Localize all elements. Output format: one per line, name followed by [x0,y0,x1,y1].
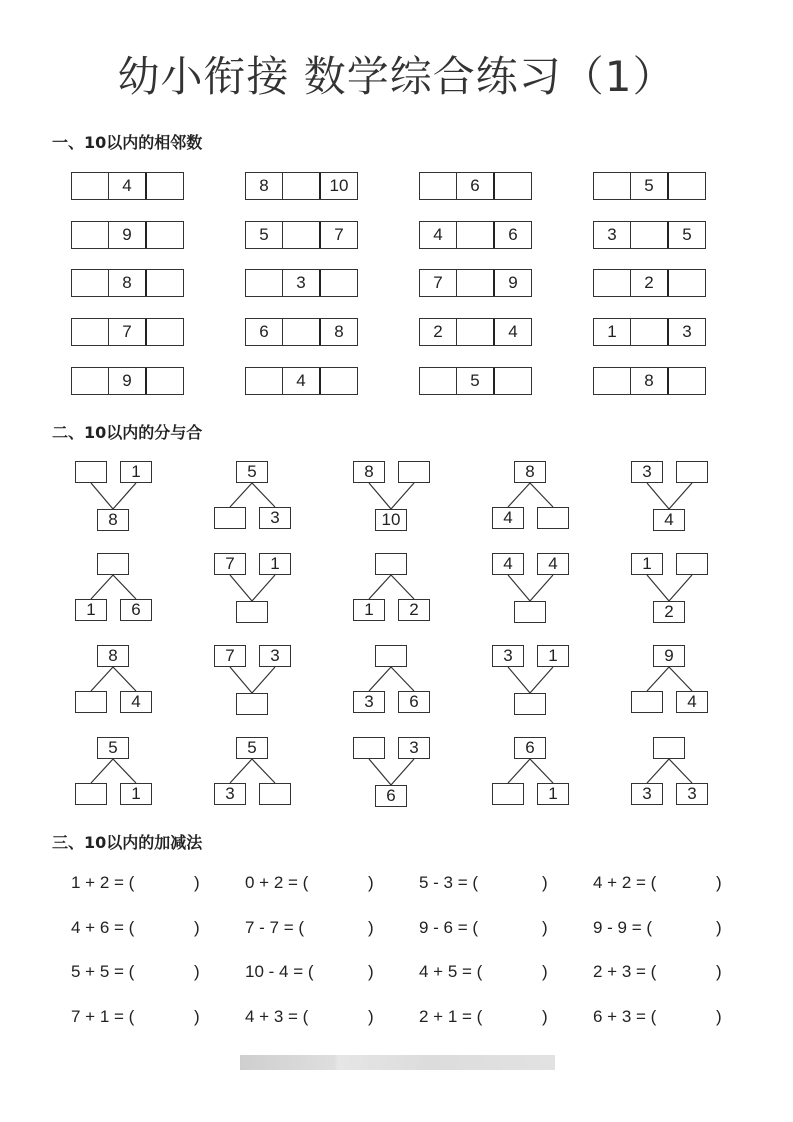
equation [419,1007,482,1027]
given-number: 1 [120,783,152,805]
answer-blank[interactable] [499,873,540,893]
given-number: 3 [214,783,246,805]
answer-blank[interactable] [456,319,493,345]
given-number: 1 [353,599,385,621]
equation [245,1007,308,1027]
split-tree [492,461,572,533]
close-paren: ) [368,1007,374,1026]
answer-blank[interactable] [282,173,319,199]
answer-blank[interactable] [493,368,531,394]
given-number: 8 [97,645,129,667]
answer-blank[interactable] [151,873,192,893]
given-number: 1 [537,645,569,667]
equation [245,918,304,938]
answer-blank[interactable] [492,783,524,805]
combine-tree [75,461,155,533]
equation [419,918,478,938]
section-heading-neighbors: 一、10以内的相邻数 [52,133,203,152]
given-number: 3 [492,645,524,667]
close-paren: ) [194,1007,200,1026]
neighbor-box [593,318,706,346]
given-number: 6 [259,322,269,341]
equation-expression: 4 + 3 = ( [245,1007,309,1026]
equation-expression: 5 - 3 = ( [419,873,479,892]
answer-blank[interactable] [630,222,667,248]
neighbor-box [593,172,706,200]
answer-blank[interactable] [145,368,183,394]
equation-expression: 10 - 4 = ( [245,962,314,981]
answer-blank[interactable] [72,173,108,199]
given-number: 7 [214,645,246,667]
answer-blank[interactable] [499,918,540,938]
close-paren: ) [194,873,200,892]
close-paren: ) [716,1007,722,1026]
blurred-watermark [240,1055,555,1070]
close-paren: ) [542,918,548,937]
close-paren: ) [716,962,722,981]
answer-blank[interactable] [282,222,319,248]
given-number: 9 [493,270,531,296]
answer-blank[interactable] [282,319,319,345]
given-number: 5 [236,737,268,759]
equation-expression: 2 + 3 = ( [593,962,657,981]
neighbor-box [245,367,358,395]
neighbor-box [419,318,532,346]
split-tree [75,553,155,625]
answer-blank[interactable] [319,368,357,394]
answer-blank[interactable] [246,368,282,394]
split-tree [214,461,294,533]
given-number: 3 [631,461,663,483]
given-number: 8 [97,509,129,531]
equation-expression: 2 + 1 = ( [419,1007,483,1026]
given-number: 9 [108,368,145,394]
given-number: 3 [607,225,617,244]
given-number: 6 [120,599,152,621]
given-number: 7 [214,553,246,575]
answer-blank[interactable] [537,507,569,529]
equation [593,918,652,938]
split-tree [353,553,433,625]
equation-expression: 1 + 2 = ( [71,873,135,892]
neighbor-box [419,367,532,395]
neighbor-box [593,221,706,249]
answer-blank[interactable] [325,873,366,893]
equation-expression: 4 + 6 = ( [71,918,135,937]
answer-blank[interactable] [514,601,546,623]
given-number: 3 [676,783,708,805]
given-number: 3 [259,507,291,529]
answer-blank[interactable] [673,962,714,982]
given-number: 3 [398,737,430,759]
split-tree [75,645,155,717]
answer-blank[interactable] [72,222,108,248]
combine-tree [214,553,294,625]
combine-tree [631,461,711,533]
answer-blank[interactable] [236,601,268,623]
given-number: 8 [630,368,667,394]
given-number: 9 [108,222,145,248]
answer-blank[interactable] [456,222,493,248]
split-tree [631,645,711,717]
given-number: 2 [653,601,685,623]
answer-blank[interactable] [259,783,291,805]
answer-blank[interactable] [594,368,630,394]
given-number: 8 [514,461,546,483]
equation-expression: 5 + 5 = ( [71,962,135,981]
close-paren: ) [368,962,374,981]
combine-tree [353,737,433,809]
close-paren: ) [542,1007,548,1026]
answer-blank[interactable] [673,1007,714,1027]
given-number: 5 [667,222,705,248]
given-number: 2 [433,322,443,341]
given-number: 4 [492,553,524,575]
equation [71,918,134,938]
equation [245,873,308,893]
equation [593,962,656,982]
answer-blank[interactable] [667,270,705,296]
neighbor-box [71,221,184,249]
close-paren: ) [716,873,722,892]
answer-blank[interactable] [97,553,129,575]
answer-blank[interactable] [72,368,108,394]
answer-blank[interactable] [214,507,246,529]
equation [245,962,314,982]
answer-blank[interactable] [75,783,107,805]
given-number: 5 [456,368,493,394]
answer-blank[interactable] [594,270,630,296]
answer-blank[interactable] [420,173,456,199]
answer-blank[interactable] [667,368,705,394]
answer-blank[interactable] [145,319,183,345]
answer-blank[interactable] [145,270,183,296]
equation-expression: 4 + 5 = ( [419,962,483,981]
given-number: 1 [537,783,569,805]
answer-blank[interactable] [246,270,282,296]
neighbor-box [593,367,706,395]
neighbor-box [245,269,358,297]
given-number: 6 [493,222,531,248]
close-paren: ) [368,918,374,937]
given-number: 8 [108,270,145,296]
given-number: 10 [375,509,407,531]
equation [71,873,134,893]
given-number: 8 [319,319,357,345]
answer-blank[interactable] [319,270,357,296]
given-number: 5 [97,737,129,759]
answer-blank[interactable] [673,873,714,893]
answer-blank[interactable] [499,962,540,982]
equation [419,873,478,893]
given-number: 4 [282,368,319,394]
given-number: 6 [398,691,430,713]
close-paren: ) [368,873,374,892]
answer-blank[interactable] [151,1007,192,1027]
equation-expression: 7 + 1 = ( [71,1007,135,1026]
close-paren: ) [542,962,548,981]
split-tree [353,645,433,717]
answer-blank[interactable] [375,645,407,667]
given-number: 7 [108,319,145,345]
answer-blank[interactable] [594,173,630,199]
answer-blank[interactable] [151,962,192,982]
neighbor-box [245,318,358,346]
given-number: 1 [631,553,663,575]
combine-tree [353,461,433,533]
given-number: 4 [108,173,145,199]
section-heading-arithmetic: 三、10以内的加减法 [52,833,203,852]
answer-blank[interactable] [456,270,493,296]
equation [419,962,482,982]
answer-blank[interactable] [151,918,192,938]
given-number: 4 [433,225,443,244]
equation-expression: 0 + 2 = ( [245,873,309,892]
combine-tree [214,645,294,717]
answer-blank[interactable] [353,737,385,759]
close-paren: ) [716,918,722,937]
given-number: 4 [492,507,524,529]
given-number: 1 [607,322,617,341]
answer-blank[interactable] [676,553,708,575]
given-number: 1 [120,461,152,483]
combine-tree [631,553,711,625]
answer-blank[interactable] [398,461,430,483]
equation-expression: 6 + 3 = ( [593,1007,657,1026]
given-number: 3 [259,645,291,667]
equation [593,873,656,893]
given-number: 4 [653,509,685,531]
given-number: 6 [456,173,493,199]
given-number: 7 [319,222,357,248]
given-number: 8 [353,461,385,483]
neighbor-box [419,221,532,249]
split-tree [75,737,155,809]
given-number: 3 [631,783,663,805]
answer-blank[interactable] [514,693,546,715]
equation-expression: 9 - 6 = ( [419,918,479,937]
given-number: 5 [236,461,268,483]
answer-blank[interactable] [653,737,685,759]
given-number: 4 [493,319,531,345]
given-number: 3 [282,270,319,296]
neighbor-box [71,269,184,297]
neighbor-box [71,172,184,200]
answer-blank[interactable] [499,1007,540,1027]
answer-blank[interactable] [236,693,268,715]
given-number: 5 [630,173,667,199]
answer-blank[interactable] [325,962,366,982]
given-number: 4 [120,691,152,713]
neighbor-box [245,221,358,249]
close-paren: ) [542,873,548,892]
combine-tree [492,553,572,625]
given-number: 8 [259,176,269,195]
equation [593,1007,656,1027]
close-paren: ) [194,918,200,937]
answer-blank[interactable] [631,691,663,713]
split-tree [492,737,572,809]
answer-blank[interactable] [145,222,183,248]
given-number: 2 [398,599,430,621]
answer-blank[interactable] [72,319,108,345]
split-tree [214,737,294,809]
combine-tree [492,645,572,717]
given-number: 6 [375,785,407,807]
equation-expression: 4 + 2 = ( [593,873,657,892]
given-number: 10 [319,173,357,199]
given-number: 6 [514,737,546,759]
close-paren: ) [194,962,200,981]
given-number: 2 [630,270,667,296]
answer-blank[interactable] [325,918,366,938]
answer-blank[interactable] [673,918,714,938]
equation-expression: 7 - 7 = ( [245,918,305,937]
neighbor-box [71,318,184,346]
given-number: 9 [653,645,685,667]
answer-blank[interactable] [493,173,531,199]
given-number: 1 [75,599,107,621]
answer-blank[interactable] [75,461,107,483]
neighbor-box [71,367,184,395]
page-title: 幼小衔接 数学综合练习（1） [117,52,676,101]
answer-blank[interactable] [375,553,407,575]
answer-blank[interactable] [145,173,183,199]
neighbor-box [245,172,358,200]
answer-blank[interactable] [325,1007,366,1027]
equation [71,962,134,982]
equation-expression: 9 - 9 = ( [593,918,653,937]
answer-blank[interactable] [676,461,708,483]
given-number: 4 [537,553,569,575]
neighbor-box [419,269,532,297]
given-number: 1 [259,553,291,575]
given-number: 5 [259,225,269,244]
neighbor-box [419,172,532,200]
split-tree [631,737,711,809]
equation [71,1007,134,1027]
answer-blank[interactable] [667,173,705,199]
answer-blank[interactable] [420,368,456,394]
neighbor-box [593,269,706,297]
answer-blank[interactable] [72,270,108,296]
section-heading-decomposition: 二、10以内的分与合 [52,423,203,442]
answer-blank[interactable] [75,691,107,713]
given-number: 3 [667,319,705,345]
answer-blank[interactable] [630,319,667,345]
given-number: 4 [676,691,708,713]
given-number: 3 [353,691,385,713]
given-number: 7 [433,273,443,292]
